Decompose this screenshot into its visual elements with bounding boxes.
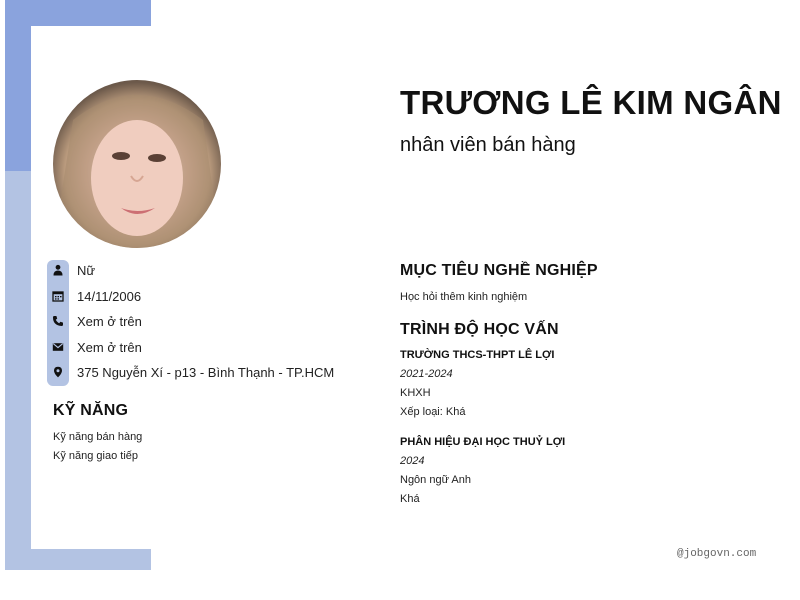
skill-item: Kỹ năng giao tiếp (53, 450, 139, 462)
calendar-icon (47, 286, 69, 306)
profile-photo (53, 80, 221, 248)
school-result: Xếp loại: Khá (400, 406, 466, 418)
birthday-value: 14/11/2006 (77, 288, 142, 304)
phone-icon (47, 311, 69, 331)
objective-text: Học hỏi thêm kinh nghiệm (400, 291, 528, 303)
watermark: @jobgovn.com (677, 548, 757, 560)
person-icon (47, 260, 69, 280)
birthday-row (47, 286, 377, 306)
skill-item: Kỹ năng bán hàng (53, 431, 143, 443)
decorative-frame-bottom (5, 549, 151, 570)
school-name: PHÂN HIỆU ĐẠI HỌC THUỶ LỢI (400, 436, 566, 448)
mail-icon (47, 337, 69, 357)
objective-title: MỤC TIÊU NGHỀ NGHIỆP (400, 262, 598, 279)
phone-value: Xem ở trên (77, 313, 142, 329)
education-title: TRÌNH ĐỘ HỌC VẤN (400, 321, 559, 338)
email-value: Xem ở trên (77, 339, 142, 355)
address-value: 375 Nguyễn Xí - p13 - Bình Thạnh - TP.HCM (77, 364, 335, 380)
location-pin-icon (47, 362, 69, 382)
phone-row (47, 311, 377, 331)
candidate-name: TRƯƠNG LÊ KIM NGÂN (400, 84, 782, 121)
school-result: Khá (400, 493, 420, 505)
job-title: nhân viên bán hàng (400, 134, 576, 156)
gender-row (47, 260, 377, 280)
school-name: TRƯỜNG THCS-THPT LÊ LỢI (400, 349, 555, 361)
school-major: KHXH (400, 387, 431, 399)
school-years: 2024 (400, 455, 425, 467)
skills-title: KỸ NĂNG (53, 402, 129, 419)
email-row (47, 337, 377, 357)
school-years: 2021-2024 (400, 368, 453, 380)
decorative-frame-left (5, 171, 31, 570)
address-row (47, 362, 377, 382)
gender-value: Nữ (77, 262, 96, 278)
school-major: Ngôn ngữ Anh (400, 474, 471, 486)
